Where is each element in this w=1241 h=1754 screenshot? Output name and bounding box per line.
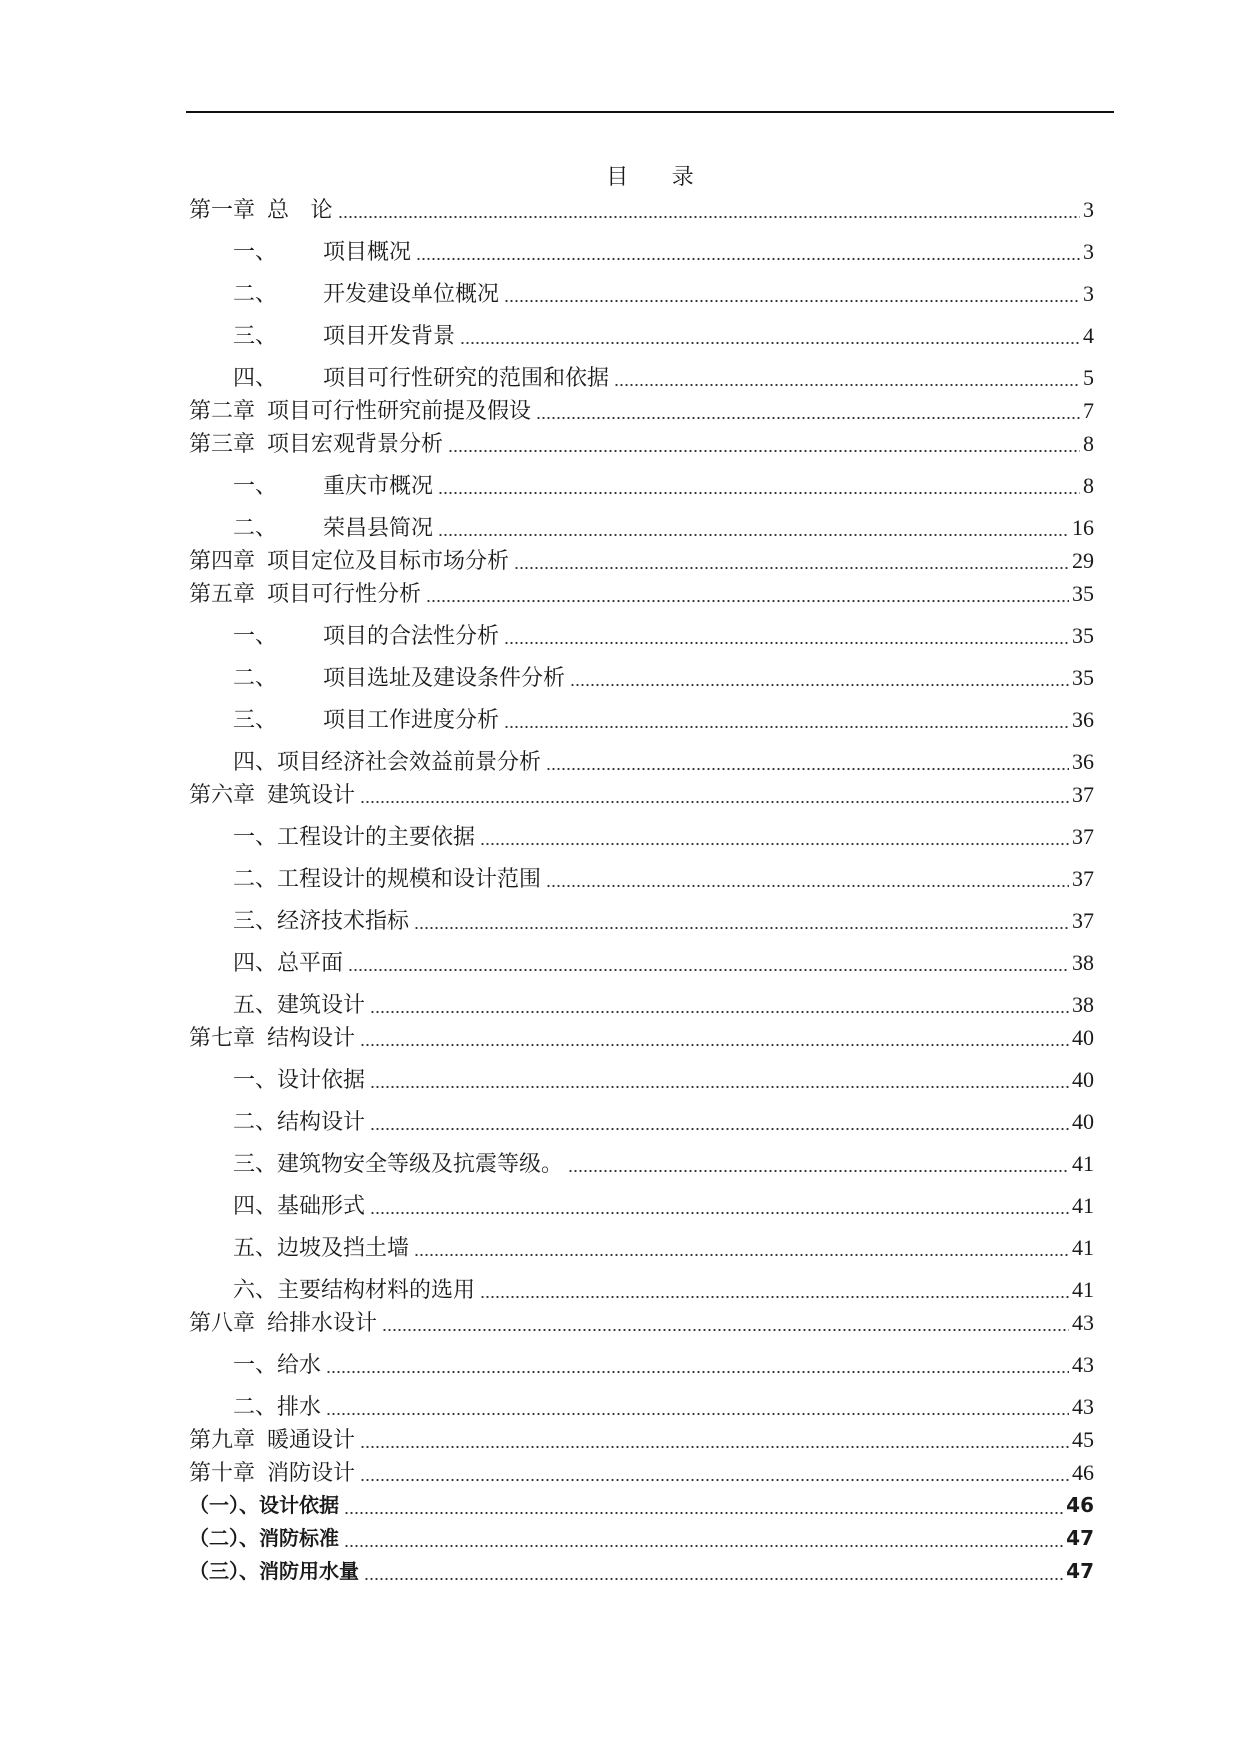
toc-entry-section-1-4[interactable] bbox=[189, 352, 1094, 394]
toc-entry-chapter-7[interactable] bbox=[189, 1021, 1094, 1054]
page-number: 45 bbox=[1072, 1427, 1094, 1452]
page-number: 3 bbox=[1083, 281, 1094, 306]
toc-entry-section-3-1[interactable] bbox=[189, 460, 1094, 502]
toc-entry-section-7-1[interactable] bbox=[189, 1054, 1094, 1096]
toc-entry-section-1-3[interactable] bbox=[189, 310, 1094, 352]
dot-leader bbox=[536, 394, 1080, 427]
page-number: 37 bbox=[1072, 866, 1094, 891]
dot-leader bbox=[414, 1231, 1069, 1264]
dot-leader bbox=[382, 1306, 1069, 1339]
entry-title: 项目工作进度分析 bbox=[323, 707, 500, 732]
page-number: 5 bbox=[1083, 365, 1094, 390]
entry-title: 消防用水量 bbox=[259, 1559, 359, 1583]
page-number: 35 bbox=[1072, 665, 1094, 690]
dot-leader bbox=[370, 988, 1069, 1021]
toc-entry-section-8-1[interactable] bbox=[189, 1339, 1094, 1381]
entry-number: 四、 bbox=[233, 365, 278, 390]
toc-entry-chapter-10[interactable] bbox=[189, 1456, 1094, 1489]
entry-number: 二、 bbox=[233, 281, 278, 306]
dot-leader bbox=[438, 511, 1069, 544]
entry-number: 第七章 bbox=[189, 1025, 256, 1050]
toc-entry-section-10-3[interactable] bbox=[189, 1555, 1094, 1588]
dot-leader bbox=[504, 277, 1080, 310]
page-number: 35 bbox=[1072, 623, 1094, 648]
toc-entry-section-10-2[interactable] bbox=[189, 1522, 1094, 1555]
dot-leader bbox=[370, 1105, 1069, 1138]
page-number: 8 bbox=[1083, 431, 1094, 456]
page-number: 16 bbox=[1072, 515, 1094, 540]
dot-leader bbox=[514, 544, 1069, 577]
entry-number: （二）、 bbox=[189, 1526, 259, 1550]
dot-leader bbox=[326, 1390, 1069, 1423]
page-number: 29 bbox=[1072, 548, 1094, 573]
dot-leader bbox=[480, 820, 1069, 853]
dot-leader bbox=[546, 862, 1069, 895]
entry-title: 结构设计 bbox=[277, 1109, 366, 1134]
entry-title: 基础形式 bbox=[277, 1193, 366, 1218]
dot-leader bbox=[614, 361, 1080, 394]
toc-entry-section-5-3[interactable] bbox=[189, 694, 1094, 736]
entry-title: 结构设计 bbox=[267, 1025, 356, 1050]
entry-number: 四、 bbox=[233, 749, 278, 774]
toc-entry-chapter-2[interactable] bbox=[189, 394, 1094, 427]
entry-number: 一、 bbox=[233, 623, 278, 648]
entry-title: 主要结构材料的选用 bbox=[277, 1277, 476, 1302]
toc-entry-chapter-4[interactable] bbox=[189, 544, 1094, 577]
entry-number: 第三章 bbox=[189, 431, 256, 456]
toc-entry-chapter-8[interactable] bbox=[189, 1306, 1094, 1339]
entry-title: 暖通设计 bbox=[267, 1427, 356, 1452]
entry-number: 第八章 bbox=[189, 1310, 256, 1335]
dot-leader bbox=[426, 577, 1069, 610]
entry-title: 总 论 bbox=[267, 197, 333, 222]
toc-entry-section-8-2[interactable] bbox=[189, 1381, 1094, 1423]
entry-number: 三、 bbox=[233, 707, 278, 732]
page-number: 46 bbox=[1072, 1460, 1094, 1485]
page-number: 41 bbox=[1072, 1277, 1094, 1302]
dot-leader bbox=[546, 745, 1069, 778]
page-number: 40 bbox=[1072, 1067, 1094, 1092]
page-number: 4 bbox=[1083, 323, 1094, 348]
entry-title: 建筑物安全等级及抗震等级。 bbox=[277, 1151, 564, 1176]
entry-title: 开发建设单位概况 bbox=[323, 281, 500, 306]
entry-number: （一）、 bbox=[189, 1493, 259, 1517]
toc-entry-section-1-1[interactable] bbox=[189, 226, 1094, 268]
toc-entry-section-6-5[interactable] bbox=[189, 979, 1094, 1021]
toc-entry-chapter-6[interactable] bbox=[189, 778, 1094, 811]
entry-number: 二、 bbox=[233, 1109, 278, 1134]
page-number: 3 bbox=[1083, 239, 1094, 264]
entry-number: （三）、 bbox=[189, 1559, 259, 1583]
toc-title: 目 录 bbox=[606, 164, 694, 189]
page-number: 3 bbox=[1083, 197, 1094, 222]
toc-entry-section-5-2[interactable] bbox=[189, 652, 1094, 694]
entry-number: 一、 bbox=[233, 239, 278, 264]
entry-title: 边坡及挡土墙 bbox=[277, 1235, 410, 1260]
entry-title: 给排水设计 bbox=[267, 1310, 378, 1335]
entry-title: 建筑设计 bbox=[267, 782, 356, 807]
dot-leader bbox=[438, 469, 1080, 502]
page-number: 41 bbox=[1072, 1151, 1094, 1176]
dot-leader bbox=[414, 904, 1069, 937]
entry-title: 项目可行性研究前提及假设 bbox=[267, 398, 532, 423]
dot-leader bbox=[326, 1348, 1069, 1381]
toc-entry-section-6-1[interactable] bbox=[189, 811, 1094, 853]
dot-leader bbox=[364, 1555, 1063, 1588]
entry-title: 总平面 bbox=[277, 950, 344, 975]
dot-leader bbox=[504, 619, 1069, 652]
toc-entry-section-3-2[interactable] bbox=[189, 502, 1094, 544]
entry-number: 三、 bbox=[233, 323, 278, 348]
entry-number: 第四章 bbox=[189, 548, 256, 573]
dot-leader bbox=[344, 1522, 1063, 1555]
toc-entry-section-7-6[interactable] bbox=[189, 1264, 1094, 1306]
entry-title: 项目定位及目标市场分析 bbox=[267, 548, 510, 573]
entry-title: 给水 bbox=[277, 1352, 322, 1377]
entry-number: 三、 bbox=[233, 1151, 278, 1176]
entry-title: 经济技术指标 bbox=[277, 908, 410, 933]
page-number: 36 bbox=[1072, 707, 1094, 732]
toc-entry-section-7-5[interactable] bbox=[189, 1222, 1094, 1264]
dot-leader bbox=[360, 1021, 1069, 1054]
page-number: 43 bbox=[1072, 1310, 1094, 1335]
toc-entry-chapter-5[interactable] bbox=[189, 577, 1094, 610]
dot-leader bbox=[360, 1456, 1069, 1489]
header-rule bbox=[186, 111, 1114, 113]
dot-leader bbox=[338, 193, 1080, 226]
entry-title: 工程设计的规模和设计范围 bbox=[277, 866, 542, 891]
toc-entry-section-1-2[interactable] bbox=[189, 268, 1094, 310]
dot-leader bbox=[360, 778, 1069, 811]
entry-title: 建筑设计 bbox=[277, 992, 366, 1017]
entry-title: 项目宏观背景分析 bbox=[267, 431, 444, 456]
page-number: 37 bbox=[1072, 824, 1094, 849]
toc-entry-section-6-2[interactable] bbox=[189, 853, 1094, 895]
toc-entry-section-7-4[interactable] bbox=[189, 1180, 1094, 1222]
toc-entry-section-6-4[interactable] bbox=[189, 937, 1094, 979]
entry-title: 项目概况 bbox=[323, 239, 412, 264]
entry-number: 一、 bbox=[233, 1067, 278, 1092]
toc-entry-section-7-3[interactable] bbox=[189, 1138, 1094, 1180]
entry-title: 重庆市概况 bbox=[323, 473, 434, 498]
entry-number: 六、 bbox=[233, 1277, 278, 1302]
page-number: 35 bbox=[1072, 581, 1094, 606]
entry-number: 五、 bbox=[233, 992, 278, 1017]
page-number: 40 bbox=[1072, 1025, 1094, 1050]
dot-leader bbox=[448, 427, 1080, 460]
entry-number: 一、 bbox=[233, 1352, 278, 1377]
page-number: 41 bbox=[1072, 1235, 1094, 1260]
entry-title: 荣昌县简况 bbox=[323, 515, 434, 540]
entry-number: 二、 bbox=[233, 665, 278, 690]
page-number: 40 bbox=[1072, 1109, 1094, 1134]
toc-entry-section-7-2[interactable] bbox=[189, 1096, 1094, 1138]
page-number: 43 bbox=[1072, 1394, 1094, 1419]
page-number: 8 bbox=[1083, 473, 1094, 498]
entry-number: 三、 bbox=[233, 908, 278, 933]
dot-leader bbox=[370, 1189, 1069, 1222]
entry-title: 项目经济社会效益前景分析 bbox=[277, 749, 542, 774]
entry-title: 消防标准 bbox=[259, 1526, 339, 1550]
page-number: 38 bbox=[1072, 950, 1094, 975]
dot-leader bbox=[360, 1423, 1069, 1456]
page-number: 36 bbox=[1072, 749, 1094, 774]
entry-title: 设计依据 bbox=[259, 1493, 339, 1517]
page-number: 47 bbox=[1066, 1559, 1094, 1583]
dot-leader bbox=[460, 319, 1080, 352]
dot-leader bbox=[570, 661, 1069, 694]
entry-number: 四、 bbox=[233, 1193, 278, 1218]
page-number: 41 bbox=[1072, 1193, 1094, 1218]
page-number: 47 bbox=[1066, 1526, 1094, 1550]
entry-number: 一、 bbox=[233, 473, 278, 498]
entry-number: 第十章 bbox=[189, 1460, 256, 1485]
entry-number: 四、 bbox=[233, 950, 278, 975]
toc-entry-section-5-4[interactable] bbox=[189, 736, 1094, 778]
page-number: 38 bbox=[1072, 992, 1094, 1017]
entry-number: 二、 bbox=[233, 866, 278, 891]
entry-number: 二、 bbox=[233, 1394, 278, 1419]
entry-title: 消防设计 bbox=[267, 1460, 356, 1485]
entry-title: 项目开发背景 bbox=[323, 323, 456, 348]
toc-entry-section-5-1[interactable] bbox=[189, 610, 1094, 652]
entry-title: 项目的合法性分析 bbox=[323, 623, 500, 648]
page-number: 37 bbox=[1072, 908, 1094, 933]
entry-number: 第一章 bbox=[189, 197, 256, 222]
dot-leader bbox=[568, 1147, 1069, 1180]
toc-entry-section-6-3[interactable] bbox=[189, 895, 1094, 937]
entry-number: 第九章 bbox=[189, 1427, 256, 1452]
toc-entry-section-10-1[interactable] bbox=[189, 1489, 1094, 1522]
toc-entry-chapter-9[interactable] bbox=[189, 1423, 1094, 1456]
entry-number: 第六章 bbox=[189, 782, 256, 807]
entry-number: 第五章 bbox=[189, 581, 256, 606]
entry-number: 五、 bbox=[233, 1235, 278, 1260]
entry-title: 项目可行性分析 bbox=[267, 581, 422, 606]
table-of-contents bbox=[189, 193, 1094, 1588]
entry-number: 二、 bbox=[233, 515, 278, 540]
toc-entry-chapter-3[interactable] bbox=[189, 427, 1094, 460]
dot-leader bbox=[370, 1063, 1069, 1096]
entry-title: 排水 bbox=[277, 1394, 322, 1419]
dot-leader bbox=[480, 1273, 1069, 1306]
entry-number: 第二章 bbox=[189, 398, 256, 423]
page-number: 43 bbox=[1072, 1352, 1094, 1377]
page-number: 7 bbox=[1083, 398, 1094, 423]
entry-title: 项目可行性研究的范围和依据 bbox=[323, 365, 610, 390]
page-number: 46 bbox=[1066, 1493, 1094, 1517]
toc-entry-chapter-1[interactable] bbox=[189, 193, 1094, 226]
entry-title: 项目选址及建设条件分析 bbox=[323, 665, 566, 690]
entry-title: 设计依据 bbox=[277, 1067, 366, 1092]
dot-leader bbox=[416, 235, 1080, 268]
entry-number: 一、 bbox=[233, 824, 278, 849]
page-number: 37 bbox=[1072, 782, 1094, 807]
dot-leader bbox=[344, 1489, 1063, 1522]
dot-leader bbox=[348, 946, 1069, 979]
entry-title: 工程设计的主要依据 bbox=[277, 824, 476, 849]
dot-leader bbox=[504, 703, 1069, 736]
